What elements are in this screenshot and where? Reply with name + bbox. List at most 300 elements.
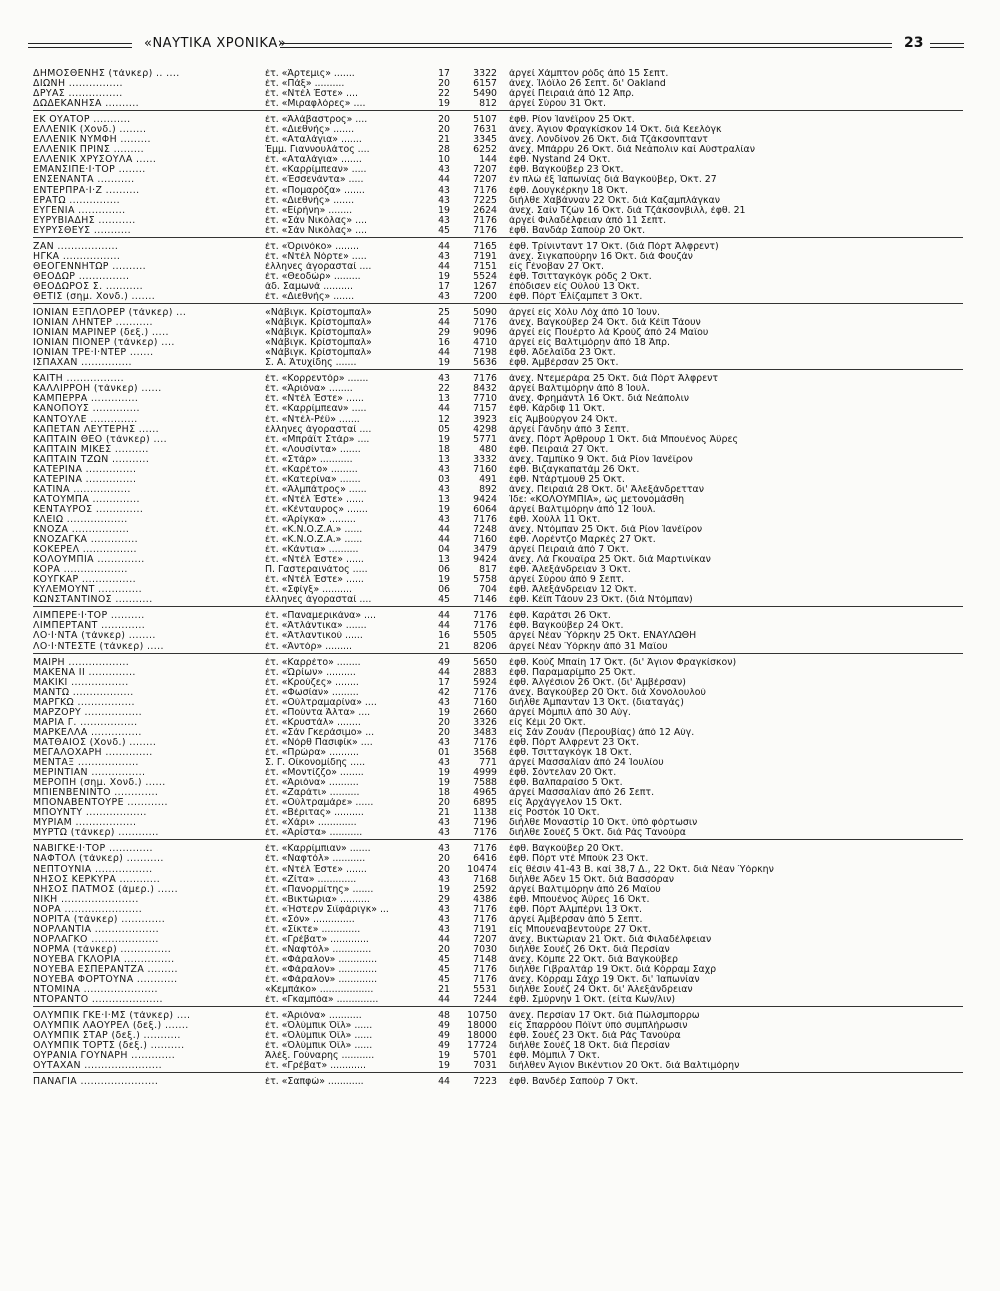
movement-status: άνεχ. Σαίν Τζών 16 Όκτ. διά Τζάκσονβιλλ, έφθ. 21 <box>509 205 746 216</box>
owner-agent: έτ. «Ήστερν Σιϊφάριγκ» ... <box>265 904 389 915</box>
movement-status: έφθ. Κέϊπ Τάουν 23 Όκτ. (διά Ντόμπαν) <box>509 595 693 606</box>
ship-name: ΜΠΟΝΑΒΕΝΤΟΥΡΕ ............ <box>33 798 168 809</box>
table-row <box>33 708 963 718</box>
tonnage: 1138 <box>473 808 497 819</box>
tonnage: 1267 <box>473 281 497 292</box>
owner-agent: έτ. «Όλύμπικ Όϊλ» ...... <box>265 1021 373 1032</box>
ship-group <box>33 69 963 111</box>
page-number: 23 <box>904 35 924 51</box>
owner-agent: έτ. «Όρινόκο» ........ <box>265 241 359 252</box>
owner-agent: έτ. «Γρέβατ» ............ <box>265 1061 366 1072</box>
movement-status: έφθ. Κούζ Μπαίη 17 Όκτ. (δι' Άγιον Φραγκίσκον) <box>509 657 737 668</box>
owner-agent: έτ. «Άριόνα» .......... <box>265 778 359 789</box>
build-year: 19 <box>438 768 450 779</box>
tonnage: 491 <box>479 474 497 485</box>
tonnage: 7157 <box>473 404 497 415</box>
table-row <box>33 358 963 368</box>
tonnage: 5524 <box>473 271 497 282</box>
ship-name: ΜΕΓΑΛΟΧΑΡΗ .............. <box>33 748 153 758</box>
tonnage: 7176 <box>473 828 497 839</box>
owner-agent: έλληνες άγορασταί .... <box>265 424 372 435</box>
owner-agent: έτ. «Καρρέτο» ........ <box>265 657 361 668</box>
tonnage: 5490 <box>473 89 497 100</box>
tonnage: 6252 <box>473 145 497 156</box>
build-year: 49 <box>438 1031 450 1042</box>
ship-name: ΚΛΕΙΩ .................. <box>33 514 128 525</box>
ship-name: ΕΚ ΟΥΑΤΟΡ ........... <box>33 115 131 126</box>
build-year: 43 <box>438 697 450 708</box>
tonnage: 6064 <box>473 504 497 515</box>
table-row <box>33 206 963 216</box>
owner-agent: έτ. «Άλμπάτρος» ...... <box>265 484 367 495</box>
build-year: 19 <box>438 1051 450 1062</box>
tonnage: 2883 <box>473 667 497 678</box>
ship-name: ΟΥΡΑΝΙΑ ΓΟΥΝΑΡΗ ............. <box>33 1051 176 1062</box>
ship-name: ΘΕΟΔΩΡΟΣ Σ. ........... <box>33 281 144 292</box>
tonnage: 7168 <box>473 874 497 885</box>
table-row <box>33 535 963 545</box>
build-year: 20 <box>438 115 450 126</box>
movement-status: άνεχ. Ίλόϊλο 26 Σεπτ. δι' Oakland <box>509 79 666 90</box>
ship-name: ΙΣΠΑΧΑΝ ............... <box>33 358 132 369</box>
build-year: 44 <box>438 667 450 678</box>
ship-group <box>33 242 963 304</box>
movement-status: έφθ. Πόρτ Άλμπέρνι 13 Όκτ. <box>509 904 643 915</box>
table-row <box>33 915 963 925</box>
owner-agent: έτ. «Ζίτα» ............. <box>265 874 357 885</box>
owner-agent: έτ. «Άριόνα» ........ <box>265 384 353 395</box>
ship-name: ΔΡΥΑΣ ................ <box>33 89 123 100</box>
movement-status: έφθ. Μπουένος Άϋρες 16 Όκτ. <box>509 894 650 905</box>
tonnage: 7176 <box>473 185 497 196</box>
build-year: 21 <box>438 135 450 146</box>
table-row <box>33 718 963 728</box>
ship-name: ΕΛΛΕΝΙΚ ΝΥΜΦΗ ......... <box>33 135 151 146</box>
movement-status: άργεί Βαλτιμόρην άπό 26 Μαΐου <box>509 884 661 895</box>
build-year: 21 <box>438 985 450 996</box>
ship-name: ΜΑΤΘΑΙΟΣ (Χονδ.) ........ <box>33 737 157 748</box>
owner-agent: άδ. Σαμωνά .......... <box>265 281 353 292</box>
table-row <box>33 1021 963 1031</box>
table-row <box>33 69 963 79</box>
tonnage: 7176 <box>473 844 497 855</box>
build-year: 43 <box>438 818 450 829</box>
movement-status: έφθ. Τσιτταγκόγκ ρόδς 2 Όκτ. <box>509 271 652 282</box>
build-year: 44 <box>438 261 450 272</box>
ship-group <box>33 1011 963 1073</box>
table-row <box>33 308 963 318</box>
ship-name: ΚΕΝΤΑΥΡΟΣ .............. <box>33 504 144 515</box>
owner-agent: έτ. «Όλύμπικ Όϊλ» ...... <box>265 1031 373 1042</box>
table-row <box>33 1041 963 1051</box>
tonnage: 892 <box>479 484 497 495</box>
ship-name: ΝΟΡΜΑ (τάνκερ) ............... <box>33 944 172 955</box>
owner-agent: «Νάβιγκ. Κρίστομπαλ» <box>265 348 372 359</box>
owner-agent: έτ. «Σάν Νικόλας» .... <box>265 215 368 226</box>
owner-agent: έτ. «Άριόνα» ........... <box>265 1011 362 1022</box>
ship-name: ΜΑΚΙΚΙ ................. <box>33 677 129 688</box>
ship-name: ΘΕΟΓΕΝΝΗΤΩΡ .......... <box>33 261 147 272</box>
tonnage: 5924 <box>473 677 497 688</box>
ship-name: ΚΩΝΣΤΑΝΤΙΝΟΣ ........... <box>33 595 153 606</box>
ship-name: ΙΟΝΙΑΝ ΕΞΠΛΟΡΕΡ (τάνκερ) ... <box>33 308 187 319</box>
ship-name: ΘΕΤΙΣ (σημ. Χονδ.) ....... <box>33 291 156 302</box>
tonnage: 18000 <box>467 1021 497 1032</box>
movement-status: έφθ. Βανδάρ Σαπούρ 20 Όκτ. <box>509 225 646 236</box>
table-row <box>33 1051 963 1061</box>
build-year: 44 <box>438 348 450 359</box>
tonnage: 7198 <box>473 348 497 359</box>
owner-agent: «Νάβιγκ. Κρίστομπαλ» <box>265 308 372 319</box>
table-row <box>33 196 963 206</box>
table-row <box>33 338 963 348</box>
tonnage: 6416 <box>473 854 497 865</box>
build-year: 19 <box>438 575 450 586</box>
ship-name: ΜΑΡΓΚΩ ................. <box>33 697 135 708</box>
owner-agent: έτ. «Ούλτραμαρίνα» .... <box>265 697 377 708</box>
movement-status: είς Μπουεναβεντούρε 27 Όκτ. <box>509 924 651 935</box>
table-row <box>33 728 963 738</box>
ship-name: ΙΟΝΙΑΝ ΜΑΡΙΝΕΡ (δεξ.) ..... <box>33 328 169 339</box>
table-row <box>33 748 963 758</box>
owner-agent: έτ. «Κορρεντόρ» ....... <box>265 374 369 385</box>
ship-group <box>33 115 963 238</box>
table-row <box>33 455 963 465</box>
build-year: 43 <box>438 844 450 855</box>
tonnage: 7248 <box>473 525 497 536</box>
build-year: 13 <box>438 494 450 505</box>
owner-agent: έτ. «Φάραλον» ............. <box>265 964 378 975</box>
table-row <box>33 631 963 641</box>
owner-agent: έτ. «Πρώρα» .......... <box>265 748 359 758</box>
movement-status: άργεί Φιλαδέλφειαν άπό 11 Σεπτ. <box>509 215 667 226</box>
ship-name: ΖΑΝ .................. <box>33 241 119 252</box>
movement-status: διήλθε Σουέζ 5 Όκτ. διά Ράς Τανούρα <box>509 828 686 839</box>
build-year: 29 <box>438 328 450 339</box>
ship-name: ΜΑΝΤΩ .................. <box>33 687 134 698</box>
tonnage: 9424 <box>473 555 497 566</box>
movement-status: έφθ. Σμύρνην 1 Όκτ. (είτα Κων/λιν) <box>509 995 676 1006</box>
owner-agent: «Κεμπάκο» .................. <box>265 985 374 996</box>
table-row <box>33 885 963 895</box>
table-row <box>33 1011 963 1021</box>
table-row <box>33 384 963 394</box>
table-row <box>33 282 963 292</box>
table-row <box>33 394 963 404</box>
movement-status: έφθ. Μόμπιλ 7 Όκτ. <box>509 1051 600 1062</box>
movement-status: είς Σάν Ζουάν (Περουβίας) άπό 12 Αύγ. <box>509 727 695 738</box>
owner-agent: έτ. «Φωσίαν» ......... <box>265 687 359 698</box>
ship-group <box>33 658 963 841</box>
tonnage: 7207 <box>473 934 497 945</box>
ship-name: ΝΟΥΕΒΑ ΓΚΛΟΡΙΑ ............... <box>33 954 175 965</box>
tonnage: 7176 <box>473 621 497 632</box>
movement-status: άργεί Σύρου άπό 9 Σεπτ. <box>509 575 625 586</box>
ship-name: ΙΟΝΙΑΝ ΠΙΟΝΕΡ (τάνκερ) .... <box>33 338 175 349</box>
build-year: 45 <box>438 595 450 606</box>
build-year: 20 <box>438 864 450 875</box>
build-year: 20 <box>438 125 450 136</box>
owner-agent: Σ. Γ. Οίκονομίδης ..... <box>265 758 366 769</box>
owner-agent: «Νάβιγκ. Κρίστομπαλ» <box>265 328 372 339</box>
tonnage: 2660 <box>473 707 497 718</box>
table-row <box>33 374 963 384</box>
build-year: 44 <box>438 995 450 1006</box>
table-row <box>33 415 963 425</box>
movement-status: έφθ. Άλγέσιον 26 Όκτ. (δι' Άμβέρσαν) <box>509 677 686 688</box>
table-row <box>33 1031 963 1041</box>
ship-name: ΜΕΝΤΑΞ .................. <box>33 758 139 769</box>
owner-agent: έτ. «Ντέλ Έστε» ....... <box>265 864 367 875</box>
build-year: 20 <box>438 717 450 728</box>
table-row <box>33 828 963 838</box>
owner-agent: έτ. «Ντέλ Έστε» .... <box>265 89 358 100</box>
ship-group <box>33 374 963 607</box>
table-row <box>33 768 963 778</box>
build-year: 44 <box>438 934 450 945</box>
movement-status: άργεί Βαλτιμόρην άπό 12 Ίουλ. <box>509 504 656 515</box>
tonnage: 7176 <box>473 318 497 329</box>
table-row <box>33 545 963 555</box>
owner-agent: έτ. «Ντέλ Έστε» ...... <box>265 394 364 405</box>
owner-agent: έτ. «Ώρίων» .......... <box>265 667 356 678</box>
movement-status: έφθ. Βαγκούβερ 23 Όκτ. <box>509 165 624 176</box>
movement-status: έν πλώ έξ Ίαπωνίας διά Βαγκούβερ, Όκτ. 27 <box>509 175 717 186</box>
ship-name: ΝΟΥΕΒΑ ΦΟΡΤΟΥΝΑ ............ <box>33 975 178 986</box>
tonnage: 4298 <box>473 424 497 435</box>
ship-name: ΕΛΛΕΝΙΚ (Χονδ.) ........ <box>33 125 147 136</box>
build-year: 10 <box>438 155 450 166</box>
movement-status: έφθ. Τσιτταγκόγκ 18 Όκτ. <box>509 748 632 758</box>
movement-status: άργεί Πειραιά άπό 12 Άπρ. <box>509 89 635 100</box>
ship-name: ΜΑΚΕΝΑ ΙΙ .............. <box>33 667 136 678</box>
ship-name: ΔΗΜΟΣΘΕΝΗΣ (τάνκερ) .. .... <box>33 69 180 79</box>
build-year: 01 <box>438 748 450 758</box>
owner-agent: έτ. «Πάξ» .......... <box>265 79 345 90</box>
owner-agent: έτ. «Αταλάγια» ....... <box>265 135 362 146</box>
table-row <box>33 844 963 854</box>
owner-agent: Έμμ. Γιαννουλάτος .... <box>265 145 370 156</box>
ship-name: ΟΛΥΜΠΙΚ ΤΟΡΤΣ (δεξ.) .......... <box>33 1041 185 1052</box>
owner-agent: έτ. «Ντέλ Νόρτε» ..... <box>265 251 367 262</box>
owner-agent: έτ. «Γκαμπόα» .............. <box>265 995 379 1006</box>
movement-status: διήλθε Άμπανταν 13 Όκτ. (διαταγάς) <box>509 697 684 708</box>
movement-status: έφθ. Σόντελαν 20 Όκτ. <box>509 768 617 779</box>
table-row <box>33 985 963 995</box>
owner-agent: έτ. «Κάντια» .......... <box>265 545 359 556</box>
build-year: 18 <box>438 444 450 455</box>
tonnage: 5531 <box>473 985 497 996</box>
movement-status: διήλθε Μοναστίρ 10 Όκτ. ύπό φόρτωσιν <box>509 818 698 829</box>
build-year: 43 <box>438 514 450 525</box>
ship-name: ΜΑΡΙΑ Γ. ................. <box>33 717 138 728</box>
tonnage: 7160 <box>473 464 497 475</box>
table-row <box>33 808 963 818</box>
ship-name: ΚΑΜΠΕΡΡΑ .............. <box>33 394 139 405</box>
table-row <box>33 555 963 565</box>
tonnage: 7244 <box>473 995 497 1006</box>
tonnage: 7207 <box>473 175 497 186</box>
movement-status: άργεί Σύρου 31 Όκτ. <box>509 99 607 110</box>
build-year: 17 <box>438 69 450 79</box>
owner-agent: έτ. «Γρέβατ» ............. <box>265 934 369 945</box>
movement-status: έφθ. Άλεξάνδρειαν 3 Όκτ. <box>509 565 631 576</box>
movement-status: είς Ροστόκ 10 Όκτ. <box>509 808 600 819</box>
tonnage: 7191 <box>473 924 497 935</box>
movement-status: έφθ. Καράτσι 26 Όκτ. <box>509 611 611 622</box>
movement-status: άργεί Άμβέρσαν άπό 5 Σεπτ. <box>509 914 643 925</box>
build-year: 48 <box>438 1011 450 1022</box>
tonnage: 7030 <box>473 944 497 955</box>
movement-status: άνεχ. Περσίαν 17 Όκτ. διά Πώλσμπορρω <box>509 1011 700 1022</box>
ship-name: ΘΕΟΔΩΡ ............... <box>33 271 130 282</box>
owner-agent: έτ. «Καρρίμπιαν» ....... <box>265 844 371 855</box>
owner-agent: έτ. «Κρυστάλ» ........ <box>265 717 361 728</box>
tonnage: 7148 <box>473 954 497 965</box>
ship-name: ΕΝΣΕΝΑΝΤΑ ........... <box>33 175 135 186</box>
table-row <box>33 658 963 668</box>
build-year: 49 <box>438 657 450 668</box>
table-row <box>33 678 963 688</box>
build-year: 20 <box>438 854 450 865</box>
owner-agent: έτ. «Νόρθ Πασιφίκ» .... <box>265 737 373 748</box>
table-row <box>33 925 963 935</box>
movement-status: άνεχ. Ταμπίκο 9 Όκτ. διά Ρίον Ίανέϊρον <box>509 454 693 465</box>
build-year: 12 <box>438 414 450 425</box>
ship-name: ΜΑΡΖΟΡΥ ................. <box>33 707 142 718</box>
ship-name: ΜΥΡΙΑΜ .................. <box>33 818 137 829</box>
tonnage: 2624 <box>473 205 497 216</box>
build-year: 44 <box>438 535 450 546</box>
tonnage: 5701 <box>473 1051 497 1062</box>
owner-agent: έτ. «Ντέλ-Ρέϋ» ....... <box>265 414 360 425</box>
movement-status: άνεχ. Σιγκαπούρην 16 Όκτ. διά Φουζάν <box>509 251 693 262</box>
ship-name: ΜΑΡΚΕΛΛΑ ............... <box>33 727 142 738</box>
table-row <box>33 135 963 145</box>
tonnage: 144 <box>479 155 497 166</box>
tonnage: 6895 <box>473 798 497 809</box>
table-row <box>33 328 963 338</box>
build-year: 43 <box>438 195 450 206</box>
table-row <box>33 348 963 358</box>
tonnage: 7225 <box>473 195 497 206</box>
ship-name: ΝΑΦΤΟΛ (τάνκερ) ........... <box>33 854 164 865</box>
ship-name: ΚΟΥΓΚΑΡ ................ <box>33 575 136 586</box>
tonnage: 480 <box>479 444 497 455</box>
movement-status: έφθ. Σουέζ 23 Όκτ. διά Ράς Τανούρα <box>509 1031 681 1042</box>
ship-name: ΟΛΥΜΠΙΚ ΣΤΑΡ (δεξ.) ........... <box>33 1031 181 1042</box>
owner-agent: έτ. «Μπράϊτ Στάρ» .... <box>265 434 370 445</box>
table-row <box>33 145 963 155</box>
movement-status: έφθ. Δουγκέρκην 18 Όκτ. <box>509 185 628 196</box>
table-row <box>33 242 963 252</box>
build-year: 43 <box>438 904 450 915</box>
table-row <box>33 995 963 1005</box>
owner-agent: Π. Γαστεραινάτος ..... <box>265 565 368 576</box>
build-year: 19 <box>438 504 450 515</box>
ship-name: ΔΩΔΕΚΑΝΗΣΑ .......... <box>33 99 140 110</box>
owner-agent: έτ. «Στάρ» ........... <box>265 454 353 465</box>
build-year: 17 <box>438 281 450 292</box>
owner-agent: έτ. «Άρίστα» ........... <box>265 828 363 839</box>
owner-agent: έτ. «Πανορμίτης» ....... <box>265 884 374 895</box>
table-row <box>33 445 963 455</box>
ship-name: ΚΝΟΖΑ ................. <box>33 525 130 536</box>
owner-agent: έτ. «Καρρίμπεαν» ..... <box>265 404 367 415</box>
movement-status: άργεί Χάμπτον ρόδς άπό 15 Σεπτ. <box>509 69 669 79</box>
movement-status: άνεχ. Ντεμεράρα 25 Όκτ. διά Πόρτ Άλφρεντ <box>509 374 719 385</box>
tonnage: 7200 <box>473 291 497 302</box>
movement-status: διήλθε Χαβάνναν 22 Όκτ. διά Καζαμπλάγκαν <box>509 195 720 206</box>
ship-name: ΗΓΚΑ ................. <box>33 251 121 262</box>
build-year: 29 <box>438 894 450 905</box>
movement-status: άνεχ. Πόρτ Άρθρουρ 1 Όκτ. διά Μπουένος Άϋρες <box>509 434 739 445</box>
build-year: 43 <box>438 484 450 495</box>
movement-status: άνεχ. Άγιον Φραγκίσκον 14 Όκτ. διά Κεελόγκ <box>509 125 722 136</box>
movement-status: άνεχ. Κόμπε 22 Όκτ. διά Βαγκούβερ <box>509 954 678 965</box>
movement-status: άνεχ. Ντόμπαν 25 Όκτ. διά Ρίον Ίανέϊρον <box>509 525 703 536</box>
owner-agent: έτ. «Σάν Γκεράσιμο» ... <box>265 727 375 738</box>
ship-name: ΚΝΟΖΑΓΚΑ .............. <box>33 535 139 546</box>
ship-name: ΚΑΠΤΑΙΝ ΘΕΟ (τάνκερ) .... <box>33 434 167 445</box>
owner-agent: έτ. «Φάραλον» ............. <box>265 975 378 986</box>
build-year: 06 <box>438 585 450 596</box>
owner-agent: έτ. «Άρτεμις» ....... <box>265 69 355 79</box>
tonnage: 7176 <box>473 215 497 226</box>
owner-agent: έτ. «Ντέλ Έστε» ...... <box>265 575 364 586</box>
table-row <box>33 495 963 505</box>
tonnage: 812 <box>479 99 497 110</box>
owner-agent: έτ. «Διεθνής» ....... <box>265 125 355 136</box>
build-year: 43 <box>438 215 450 226</box>
table-row <box>33 216 963 226</box>
ship-movements-table <box>33 69 963 1093</box>
ship-name: ΕΥΓΕΝΙΑ .............. <box>33 205 126 216</box>
tonnage: 7160 <box>473 697 497 708</box>
build-year: 44 <box>438 241 450 252</box>
build-year: 16 <box>438 631 450 642</box>
table-row <box>33 778 963 788</box>
movement-status: είς Άρχάγγελον 15 Όκτ. <box>509 798 623 809</box>
build-year: 44 <box>438 318 450 329</box>
tonnage: 704 <box>479 585 497 596</box>
build-year: 03 <box>438 474 450 485</box>
owner-agent: έτ. «Χάρι» ............. <box>265 818 357 829</box>
ship-name: ΚΟΚΕΡΕΛ ................ <box>33 545 137 556</box>
table-row <box>33 425 963 435</box>
tonnage: 4965 <box>473 788 497 799</box>
ship-name: ΚΑΙΤΗ ................. <box>33 374 124 385</box>
build-year: 21 <box>438 641 450 652</box>
movement-status: άνεχ. Φρημάντλ 16 Όκτ. διά Νεάπολιν <box>509 394 690 405</box>
owner-agent: έτ. «Έσσενάντα» ..... <box>265 175 364 186</box>
tonnage: 3322 <box>473 69 497 79</box>
owner-agent: έτ. «Λουσίντα» ....... <box>265 444 361 455</box>
owner-agent: έτ. «Καρρίμπεαν» ..... <box>265 165 367 176</box>
build-year: 43 <box>438 251 450 262</box>
table-row <box>33 186 963 196</box>
ship-name: ΜΥΡΤΩ (τάνκερ) ............ <box>33 828 159 839</box>
tonnage: 817 <box>479 565 497 576</box>
tonnage: 7176 <box>473 914 497 925</box>
ship-name: ΔΙΩΝΗ ................ <box>33 79 123 90</box>
owner-agent: έτ. «Άλάβαστρος» .... <box>265 115 368 126</box>
tonnage: 7160 <box>473 535 497 546</box>
tonnage: 8206 <box>473 641 497 652</box>
build-year: 44 <box>438 621 450 632</box>
ship-name: ΚΟΛΟΥΜΠΙΑ .............. <box>33 555 145 566</box>
build-year: 28 <box>438 145 450 156</box>
